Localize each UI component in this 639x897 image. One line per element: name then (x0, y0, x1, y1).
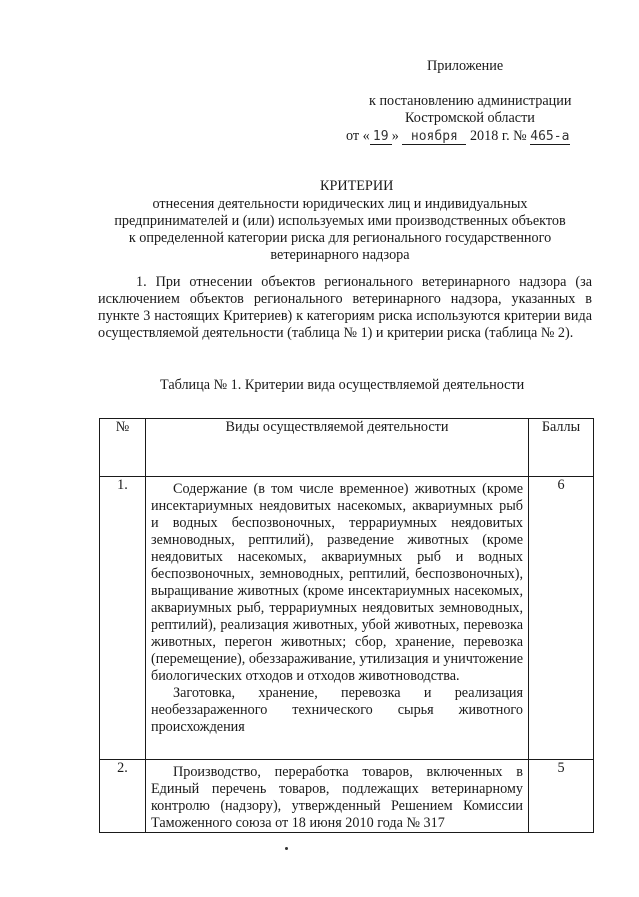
row-activity (146, 760, 529, 833)
date-mid: » (391, 128, 399, 144)
row-number: 2. (100, 760, 146, 833)
heading-line: ветеринарного надзора (270, 247, 410, 263)
table-caption: Таблица № 1. Критерии вида осуществляемой деятельности (160, 377, 525, 393)
header-score: Баллы (529, 419, 594, 477)
appendix-title: Приложение (427, 58, 504, 74)
table-header-row (100, 419, 594, 477)
row-activity-text: Содержание (в том числе временное) животных (кроме инсектариумных неядовитых насекомых, аквариумных рыб и водных беспозвоночных, террариумных неядовитых земноводных, рептилий), разведение животных (кроме неядовитых насекомых, аквариумных рыб и водных беспозвоночных, земноводных, рептилий, беспозвоночных), выращивание животных (кроме инсектариумных насекомых, аквариумных рыб, террариумных неядовитых земноводных, рептилий), реализация животных, убой животных, перевозка животных, перегон животных; сбор, хранение, перевозка (перемещение), обеззараживание, утилизация и уничтожение биологических отходов и отходов животноводства. (151, 481, 523, 684)
heading-title: КРИТЕРИИ (320, 178, 394, 194)
row-activity-text: Производство, переработка товаров, включенных в Единый перечень товаров, подлежащих ветеринарному контролю (надзору), утвержденный Решением Комиссии Таможенного союза от 18 июня 2010 года № 317 (151, 764, 523, 831)
header-activity: Виды осуществляемой деятельности (146, 419, 529, 477)
heading-line: отнесения деятельности юридических лиц и индивидуальных (152, 196, 528, 212)
paragraph-1: 1. При отнесении объектов регионального ветеринарного надзора (за исключением объектов регионального ветеринарного надзора, указанных в пункте 3 настоящих Критериев) к категориям риска используются критерии вида осуществляемой деятельности (таблица № 1) и критерии риска (таблица № 2). (98, 274, 592, 341)
heading-line: предпринимателей и (или) используемых ими производственных объектов (114, 213, 566, 229)
appendix-date-line (346, 128, 570, 145)
row-score: 5 (529, 760, 594, 833)
header-number: № (100, 419, 146, 477)
table-row (100, 477, 594, 760)
decree-number: 465-а (530, 129, 570, 144)
scan-speck (285, 847, 288, 850)
row-activity (146, 477, 529, 760)
appendix-line-1: к постановлению администрации (369, 93, 572, 109)
row-score: 6 (529, 477, 594, 760)
row-activity-text-2: Заготовка, хранение, перевозка и реализация необеззараженного технического сырья животного происхождения (151, 685, 523, 735)
date-month: ноября (402, 129, 466, 145)
row-number: 1. (100, 477, 146, 760)
table-row (100, 760, 594, 833)
date-year: 2018 г. № (469, 128, 527, 144)
date-prefix: от « (346, 128, 370, 144)
heading-subtitle (60, 196, 620, 264)
appendix-line-2: Костромской области (405, 110, 535, 126)
heading-line: к определенной категории риска для регионального государственного (128, 230, 552, 246)
criteria-table (99, 418, 594, 833)
date-day: 19 (370, 129, 392, 145)
